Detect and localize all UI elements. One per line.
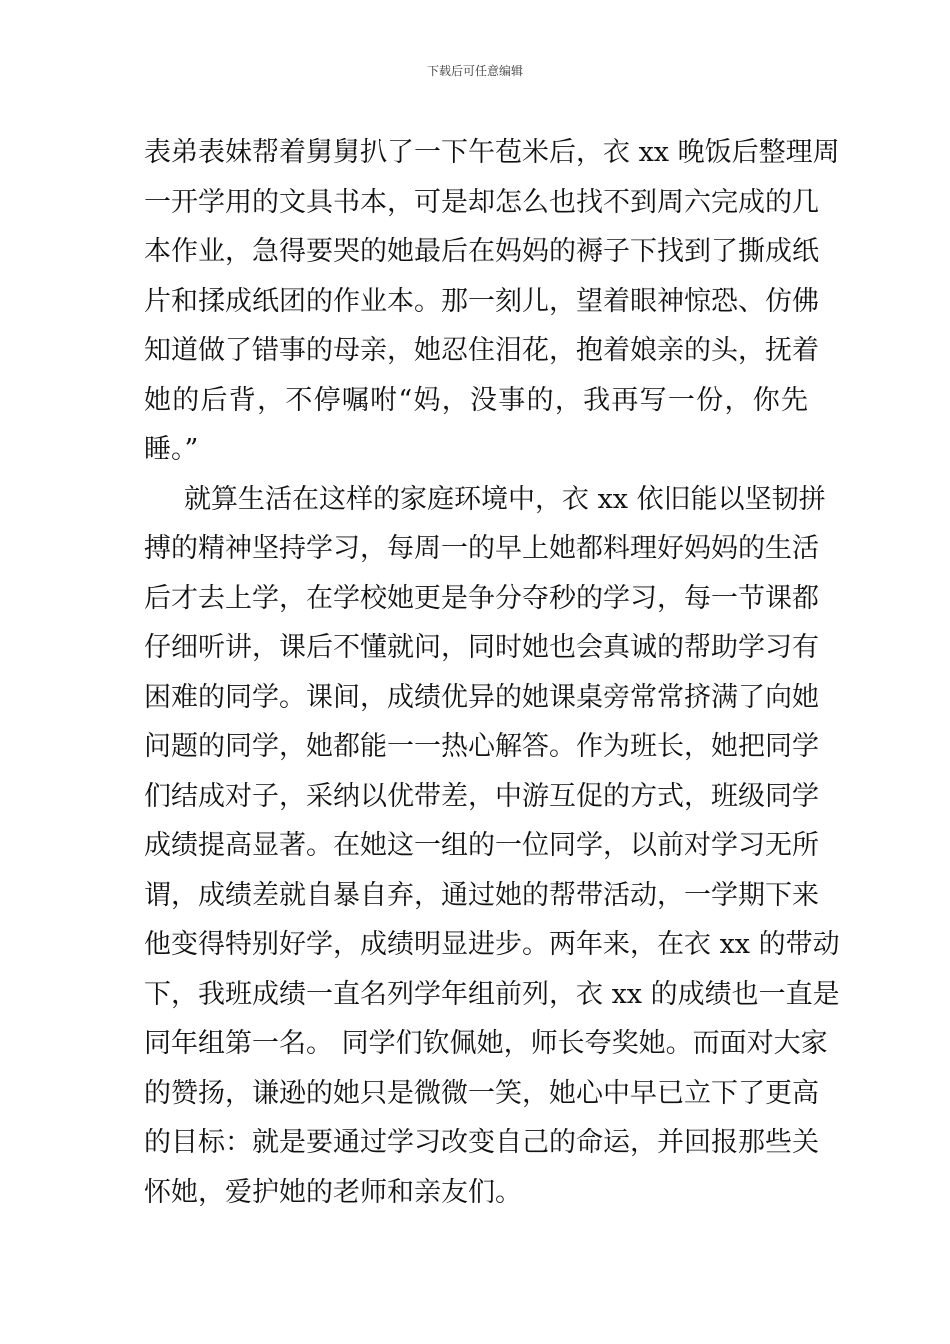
text-line: 下，我班成绩一直名列学年组前列，衣 xx 的成绩也一直是 (144, 978, 840, 1010)
text-line: 后才去上学，在学校她更是争分夺秒的学习，每一节课都 (144, 582, 819, 614)
text-line: 们结成对子，采纳以优带差，中游互促的方式，班级同学 (144, 780, 819, 812)
text-line: 成绩提高显著。在她这一组的一位同学，以前对学习无所 (144, 830, 819, 861)
text-line: 怀她，爱护她的老师和亲友们。 (144, 1176, 522, 1208)
text-line: 片和揉成纸团的作业本。那一刻儿，望着眼神惊恐、仿佛 (144, 285, 819, 317)
text-line: 困难的同学。课间，成绩优异的她课桌旁常常挤满了向她 (144, 681, 819, 713)
text-line: 问题的同学，她都能一一热心解答。作为班长，她把同学 (144, 731, 819, 762)
text-line: 搏的精神坚持学习，每周一的早上她都料理好妈妈的生活 (144, 533, 819, 564)
text-line: 一开学用的文具书本，可是却怎么也找不到周六完成的几 (144, 186, 819, 218)
text-line: 就算生活在这样的家庭环境中，衣 xx 依旧能以坚韧拼 (184, 483, 826, 515)
text-line: 本作业，急得要哭的她最后在妈妈的褥子下找到了撕成纸 (144, 236, 819, 267)
text-line: 她的后背，不停嘱咐“妈，没事的，我再写一份，你先 (144, 384, 808, 416)
text-line: 他变得特别好学，成绩明显进步。两年来，在衣 xx 的带动 (144, 929, 840, 960)
paragraph-1 (144, 128, 840, 475)
text-line: 睡。” (144, 434, 199, 465)
text-line: 仔细听讲，课后不懂就问，同时她也会真诚的帮助学习有 (144, 632, 819, 663)
text-line: 同年组第一名。 同学们钦佩她，师长夸奖她。而面对大家 (144, 1028, 828, 1059)
text-line: 的目标：就是要通过学习改变自己的命运，并回报那些关 (144, 1127, 819, 1158)
text-line: 表弟表妹帮着舅舅扒了一下午苞米后，衣 xx 晚饭后整理周 (144, 137, 840, 168)
text-line: 知道做了错事的母亲，她忍住泪花，抱着娘亲的头，抚着 (144, 335, 819, 366)
paragraph-2 (144, 475, 840, 1218)
text-line: 的赞扬，谦逊的她只是微微一笑，她心中早已立下了更高 (144, 1077, 819, 1109)
document-body (144, 128, 840, 1217)
page-header: 下载后可任意编辑 (426, 64, 523, 78)
text-line: 谓，成绩差就自暴自弃，通过她的帮带活动，一学期下来 (144, 879, 819, 911)
